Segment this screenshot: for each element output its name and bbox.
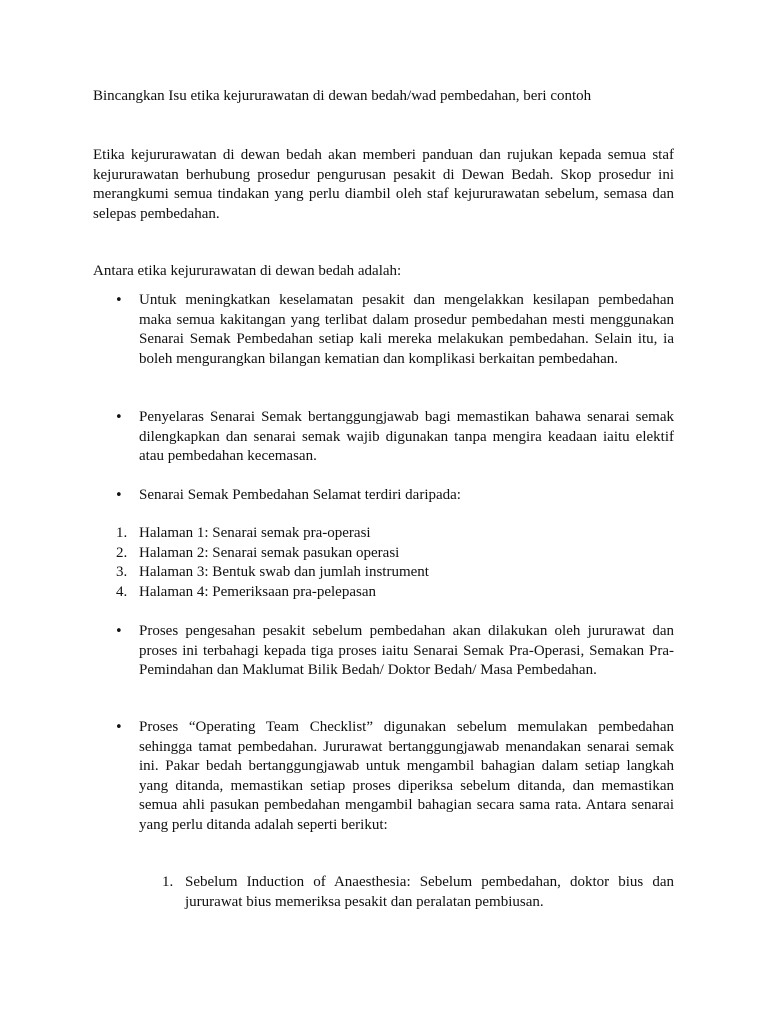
list-item bbox=[93, 524, 674, 544]
list-item-text: Halaman 3: Bentuk swab dan jumlah instrument bbox=[139, 564, 429, 580]
bullet-item-operating-team-checklist: • Proses “Operating Team Checklist” digunakan sebelum memulakan pembedahan sehingga tamat pembedahan. Jururawat bertanggungjawab menandakan senarai semak ini. Pakar bedah bertanggungjawab untuk mengambil bahagian dalam setiap langkah yang ditanda, memastikan setiap proses diperiksa sebelum ditanda, dan memastikan semua ahli pasukan pembedahan mengambil bahagian secara sama rata. Antara senarai yang perlu ditanda adalah seperti berikut: bbox=[139, 718, 674, 835]
document-title: Bincangkan Isu etika kejururawatan di dewan bedah/wad pembedahan, beri contoh bbox=[93, 88, 592, 104]
bullet-item-checklist-safety: • Untuk meningkatkan keselamatan pesakit dan mengelakkan kesilapan pembedahan maka semua kakitangan yang terlibat dalam prosedur pembedahan mesti menggunakan Senarai Semak Pembedahan setiap kali mereka melakukan pembedahan. Selain itu, ia boleh mengurangkan bilangan kematian dan komplikasi berkaitan pembedahan. bbox=[139, 291, 674, 369]
list-item-text: Halaman 1: Senarai semak pra-operasi bbox=[139, 525, 371, 541]
list-item-number: 3. bbox=[116, 564, 128, 580]
bullet-item-patient-verification: • Proses pengesahan pesakit sebelum pembedahan akan dilakukan oleh jururawat dan proses ini terbahagi kepada tiga proses iaitu Senarai Semak Pra-Operasi, Semakan Pra-Pemindahan dan Maklumat Bilik Bedah/ Doktor Bedah/ Masa Pembedahan. bbox=[139, 622, 674, 681]
list-lead-paragraph: Antara etika kejururawatan di dewan bedah adalah: bbox=[93, 263, 402, 279]
list-item-text: Halaman 4: Pemeriksaan pra-pelepasan bbox=[139, 583, 376, 600]
list-item-number: 2. bbox=[116, 544, 128, 561]
bullet-item-checklist-parts: • Senarai Semak Pembedahan Selamat terdiri daripada: bbox=[139, 486, 674, 506]
list-item-text: Sebelum Induction of Anaesthesia: Sebelum pembedahan, doktor bius dan jururawat bius memeriksa pesakit dan peralatan pembiusan. bbox=[185, 874, 674, 910]
intro-paragraph: Etika kejururawatan di dewan bedah akan memberi panduan dan rujukan kepada semua staf kejururawatan berhubung prosedur pengurusan pesakit di Dewan Bedah. Skop prosedur ini merangkumi semua tindakan yang perlu diambil oleh staf kejururawatan sebelum, semasa dan selepas pembedahan. bbox=[93, 147, 674, 222]
list-item bbox=[93, 563, 674, 583]
checklist-pages-list bbox=[93, 524, 674, 602]
checklist-sub-item bbox=[162, 873, 674, 912]
list-item-number: 1. bbox=[116, 525, 128, 541]
bullet-item-coordinator: • Penyelaras Senarai Semak bertanggungjawab bagi memastikan bahawa senarai semak dilengkapkan dan senarai semak wajib digunakan tanpa mengira keadaan iaitu elektif atau pembedahan kecemasan. bbox=[139, 408, 674, 467]
list-item-number: 4. bbox=[116, 583, 128, 600]
list-item-number: 1. bbox=[162, 874, 174, 890]
list-item-text: Halaman 2: Senarai semak pasukan operasi bbox=[139, 544, 400, 561]
list-item bbox=[93, 544, 674, 564]
list-item bbox=[93, 583, 674, 603]
